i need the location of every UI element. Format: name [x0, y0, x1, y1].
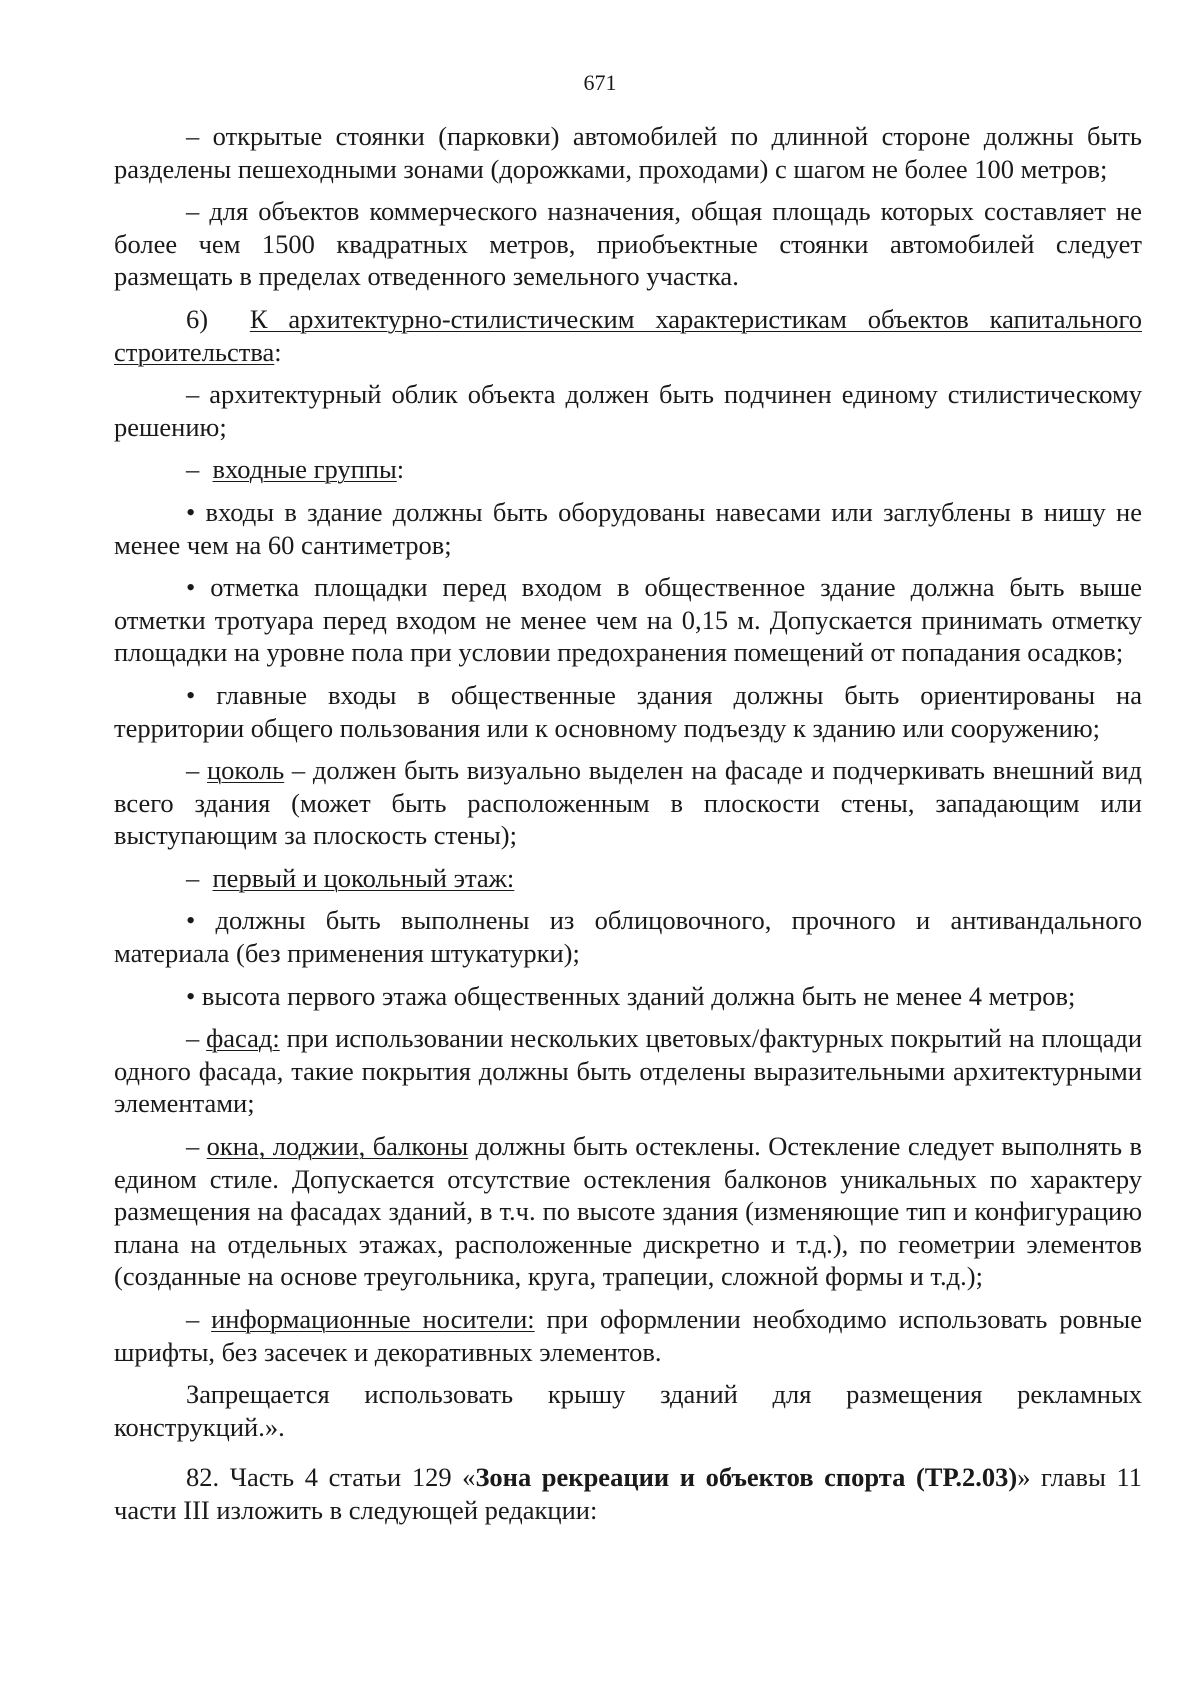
page-number: 671 — [583, 70, 617, 95]
paragraph-first-floor-height: • высота первого этажа общественных зданий должна быть не менее 4 метров; — [186, 980, 1076, 1011]
underlined-term: входные группы — [212, 454, 397, 485]
item-82-tail: » главы 11 части III изложить в следующей редакции: — [114, 1462, 1142, 1525]
paragraph-entrance-groups — [114, 453, 1142, 486]
paragraph-information-carriers — [114, 1303, 1142, 1368]
underlined-term: первый и цокольный этаж: — [212, 862, 515, 893]
dash-marker: – — [186, 454, 200, 485]
underlined-term: окна, лоджии, балконы — [206, 1131, 469, 1162]
underlined-term: фасад: — [206, 1023, 280, 1054]
paragraph-main-entrances: • главные входы в общественные здания должны быть ориентированы на территории общего пользования или к основному подъезду к зданию или сооружению; — [114, 679, 1142, 743]
dash-marker: – — [186, 1131, 200, 1162]
paragraph-facade — [114, 1022, 1142, 1120]
dash-marker: – — [186, 1304, 200, 1334]
paragraph-commercial-parking: – для объектов коммерческого назначения, общая площадь которых составляет не более чем 1500 квадратных метров, приобъектные стоянки автомобилей следует размещать в пределах отведенного земельного участка. — [114, 196, 1142, 292]
underlined-term: цоколь — [206, 755, 285, 786]
item-82-lead: 82. Часть 4 статьи 129 « — [186, 1462, 476, 1493]
paragraph-windows-balconies — [114, 1130, 1142, 1293]
dash-marker: – — [186, 1023, 200, 1054]
term-text: – должен быть визуально выделен на фасаде и подчеркивать внешний вид всего здания (может быть расположенным в плоскости стены, западающим или выступающим за плоскость стены); — [114, 755, 1143, 851]
paragraph-style-unity: – архитектурный облик объекта должен быть подчинен единому стилистическому решению; — [114, 379, 1142, 442]
dash-marker: – — [186, 755, 200, 786]
paragraph-entrance-level: • отметка площадки перед входом в общественное здание должна быть выше отметки тротуара перед входом не менее чем на 0,15 м. Допускается принимать отметку площадки на уровне пола при условии предохранения помещений от попадания осадков; — [114, 572, 1142, 668]
dash-marker: – — [186, 862, 200, 893]
zone-title-bold: Зона рекреации и объектов спорта (ТР.2.03) — [475, 1462, 1018, 1493]
paragraph-parking-zones: – открытые стоянки (парковки) автомобилей по длинной стороне должны быть разделены пешеходными зонами (дорожками, проходами) с шагом не более 100 метров; — [114, 121, 1142, 184]
underlined-heading: К архитектурно-стилистическим характеристикам объектов капитального строительства — [114, 303, 1142, 367]
heading-colon: : — [274, 336, 282, 367]
item-number: 6) — [186, 303, 209, 334]
paragraph-architectural-heading — [114, 303, 1142, 368]
underlined-term: информационные носители: — [211, 1304, 535, 1334]
paragraph-plinth — [114, 754, 1142, 852]
term-text: при использовании нескольких цветовых/фактурных покрытий на площади одного фасада, такие покрытия должны быть отделены выразительными архитектурными элементами; — [114, 1023, 1142, 1119]
term-text: при оформлении необходимо использовать ровные шрифты, без засечек и декоративных элементов. — [114, 1304, 1142, 1367]
term-text: должны быть остеклены. Остекление следует выполнять в едином стиле. Допускается отсутствие остекления балконов уникальных по характеру размещения на фасадах зданий, в т.ч. по высоте здания (изменяющие тип и конфигурацию плана на отдельных этажах, расположенные дискретно и т.д.), по геометрии элементов (созданные на основе треугольника, круга, трапеции, сложной формы и т.д.); — [114, 1131, 1142, 1292]
term-colon: : — [396, 454, 405, 485]
document-body — [114, 120, 1142, 1527]
paragraph-entrance-canopies: • входы в здание должны быть оборудованы навесами или заглублены в нишу не менее чем на 60 сантиметров; — [114, 496, 1142, 560]
paragraph-cladding-material: • должны быть выполнены из облицовочного, прочного и антивандального материала (без применения штукатурки); — [114, 905, 1142, 969]
paragraph-item-82 — [114, 1461, 1142, 1526]
paragraph-first-floor-heading — [114, 862, 1142, 895]
paragraph-roof-advertising: Запрещается использовать крышу зданий для размещения рекламных конструкций.». — [114, 1379, 1142, 1442]
